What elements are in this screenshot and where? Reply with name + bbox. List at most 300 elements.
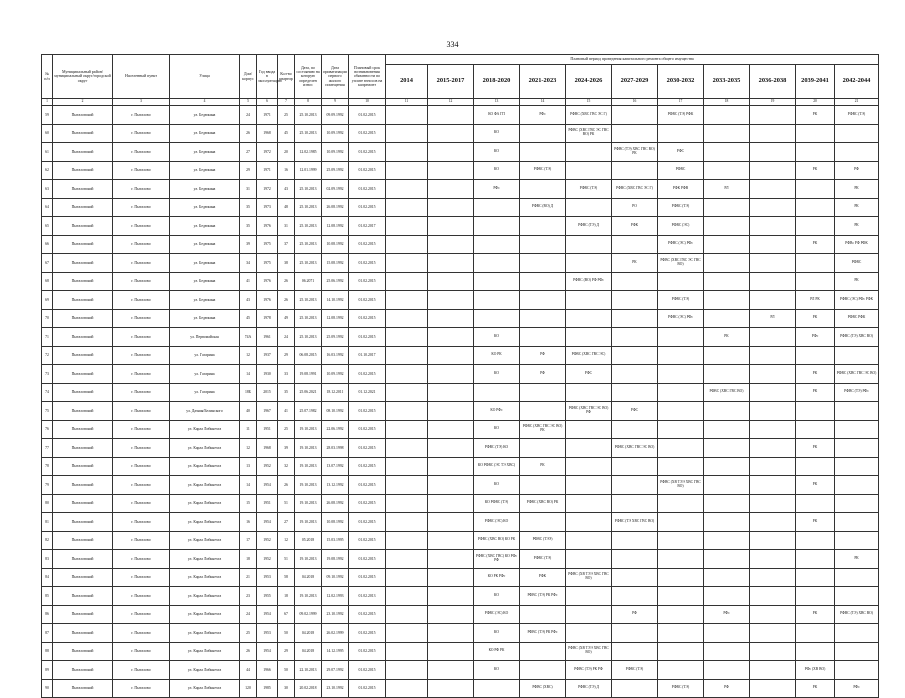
repair-works-cell: РФВС (ХВС ГВС ЭС ВО) <box>835 365 879 384</box>
repair-works-cell: КО <box>474 624 520 643</box>
repair-works-cell: РК <box>796 679 835 698</box>
repair-works-cell <box>750 420 796 439</box>
date-privatization-cell: 09.09.1992 <box>322 106 349 125</box>
contribution-date-cell: 01.02.2015 <box>349 180 386 199</box>
repair-works-cell: КО <box>474 476 520 495</box>
settlement-cell: г. Пыталово <box>113 383 170 402</box>
date-wear-cell: 12.01.1999 <box>295 161 322 180</box>
repair-works-cell: РФВС (ТЭ) <box>520 161 566 180</box>
repair-works-cell <box>658 402 704 421</box>
contribution-date-cell: 01.02.2015 <box>349 420 386 439</box>
repair-works-cell <box>566 513 612 532</box>
repair-works-cell <box>704 198 750 217</box>
district-cell: Пыталовский <box>53 550 113 569</box>
date-wear-cell: 25.10.2013 <box>295 235 322 254</box>
repair-works-cell: КО РФВС (ЭС ТЭ ХВС) <box>474 457 520 476</box>
date-wear-cell: 25.10.2013 <box>295 106 322 125</box>
repair-works-cell <box>428 661 474 680</box>
column-index-cell: 10 <box>349 99 386 106</box>
table-row <box>42 476 879 495</box>
year-built-cell: 1972 <box>257 143 278 162</box>
repair-works-cell <box>704 217 750 236</box>
repair-works-cell <box>658 420 704 439</box>
repair-works-cell <box>750 346 796 365</box>
settlement-cell: г. Пыталово <box>113 587 170 606</box>
settlement-cell: г. Пыталово <box>113 328 170 347</box>
repair-works-cell <box>386 568 428 587</box>
apartments-cell: 26 <box>278 476 295 495</box>
date-privatization-cell: 12.08.1992 <box>322 217 349 236</box>
district-cell: Пыталовский <box>53 568 113 587</box>
repair-works-cell <box>428 272 474 291</box>
repair-works-cell <box>835 476 879 495</box>
house-cell: 14 <box>240 365 257 384</box>
repair-works-cell: РК <box>835 550 879 569</box>
repair-works-cell <box>612 476 658 495</box>
street-cell: ул. Бедюкина <box>170 254 240 273</box>
house-cell: 16 <box>240 513 257 532</box>
repair-works-cell <box>612 161 658 180</box>
date-wear-cell: 06.08.2015 <box>295 346 322 365</box>
date-privatization-cell: 19.08.1992 <box>322 550 349 569</box>
repair-works-cell <box>704 106 750 125</box>
column-index-cell: 17 <box>658 99 704 106</box>
date-wear-cell: 19.10.2013 <box>295 587 322 606</box>
repair-works-cell <box>386 679 428 698</box>
repair-works-cell <box>750 513 796 532</box>
contribution-date-cell: 01.02.2015 <box>349 124 386 143</box>
district-cell: Пыталовский <box>53 605 113 624</box>
year-built-cell: 1952 <box>257 531 278 550</box>
column-index-cell: 8 <box>295 99 322 106</box>
house-cell: 40 <box>240 402 257 421</box>
repair-works-cell <box>796 217 835 236</box>
repair-works-cell <box>704 476 750 495</box>
year-built-cell: 1952 <box>257 457 278 476</box>
repair-works-cell <box>750 365 796 384</box>
repair-works-cell <box>750 291 796 310</box>
repair-works-cell: РФВС (ХВС ВО) КО РК <box>474 531 520 550</box>
street-cell: ул. Бедюкина <box>170 217 240 236</box>
repair-works-cell: РФВС (ТЭ) <box>520 550 566 569</box>
repair-works-cell <box>796 420 835 439</box>
repair-works-cell <box>658 642 704 661</box>
repair-works-cell: РФс <box>835 679 879 698</box>
repair-works-cell: КО РФс <box>474 402 520 421</box>
repair-works-cell: РФВС (ВО) Д <box>520 198 566 217</box>
street-cell: ул. Дачная/Белинского <box>170 402 240 421</box>
repair-works-cell <box>386 476 428 495</box>
row-number-cell: 71 <box>42 328 53 347</box>
repair-works-cell: РК <box>796 513 835 532</box>
repair-works-cell <box>835 402 879 421</box>
repair-works-cell <box>474 198 520 217</box>
settlement-cell: г. Пыталово <box>113 568 170 587</box>
repair-works-cell <box>428 494 474 513</box>
repair-works-cell: РФВС (ХВС ГВС ЭС ВО) РФ <box>566 402 612 421</box>
repair-works-cell <box>428 365 474 384</box>
contribution-date-cell: 01.02.2015 <box>349 661 386 680</box>
settlement-cell: г. Пыталово <box>113 254 170 273</box>
street-cell: ул. Карла Либкнехта <box>170 457 240 476</box>
apartments-cell: 50 <box>278 624 295 643</box>
repair-works-cell <box>386 365 428 384</box>
apartments-cell: 51 <box>278 550 295 569</box>
district-cell: Пыталовский <box>53 328 113 347</box>
repair-works-cell <box>704 624 750 643</box>
repair-works-cell <box>750 624 796 643</box>
settlement-cell: г. Пыталово <box>113 106 170 125</box>
contribution-date-cell: 01.02.2015 <box>349 161 386 180</box>
year-built-cell: 1975 <box>257 254 278 273</box>
date-wear-cell: 19.10.2013 <box>295 513 322 532</box>
repair-works-cell <box>386 254 428 273</box>
repair-works-cell <box>796 346 835 365</box>
settlement-cell: г. Пыталово <box>113 550 170 569</box>
year-built-cell: 1951 <box>257 420 278 439</box>
street-cell: ул. Бедюкина <box>170 106 240 125</box>
repair-works-cell <box>474 254 520 273</box>
repair-works-cell <box>386 661 428 680</box>
district-cell: Пыталовский <box>53 513 113 532</box>
repair-works-cell <box>428 217 474 236</box>
house-cell: 11 <box>240 420 257 439</box>
repair-works-cell <box>796 587 835 606</box>
repair-works-cell <box>520 605 566 624</box>
repair-works-cell <box>750 235 796 254</box>
repair-works-cell <box>750 605 796 624</box>
repair-works-cell <box>612 679 658 698</box>
year-built-cell: 1978 <box>257 309 278 328</box>
date-privatization-cell: 09.10.1992 <box>322 568 349 587</box>
repair-works-cell <box>750 106 796 125</box>
repair-works-cell <box>428 642 474 661</box>
repair-works-cell: РФВС (ТЭ) РФК <box>658 106 704 125</box>
repair-works-cell <box>428 124 474 143</box>
settlement-cell: г. Пыталово <box>113 494 170 513</box>
repair-works-cell <box>835 661 879 680</box>
col-district-header: Муниципальный район/муниципальный округ/городской округ <box>53 55 113 99</box>
repair-works-cell <box>704 494 750 513</box>
column-index-cell: 12 <box>428 99 474 106</box>
repair-works-cell: РФК <box>520 568 566 587</box>
repair-works-cell <box>658 624 704 643</box>
date-wear-cell: 25.10.2013 <box>295 180 322 199</box>
repair-works-cell: РК <box>796 161 835 180</box>
street-cell: ул. Карла Либкнехта <box>170 624 240 643</box>
repair-works-cell: РФВС (ТЭ) <box>658 198 704 217</box>
contribution-date-cell: 01.12.2021 <box>349 383 386 402</box>
repair-works-cell <box>566 531 612 550</box>
apartments-cell: 33 <box>278 365 295 384</box>
repair-works-cell <box>386 161 428 180</box>
repair-works-cell: РФВС (ВО) РФ РФс <box>566 272 612 291</box>
repair-works-cell <box>386 439 428 458</box>
street-cell: ул. Карла Либкнехта <box>170 642 240 661</box>
repair-works-cell: РФс <box>704 605 750 624</box>
table-row <box>42 642 879 661</box>
repair-works-cell <box>428 568 474 587</box>
row-number-cell: 72 <box>42 346 53 365</box>
repair-works-cell <box>520 328 566 347</box>
house-cell: 21 <box>240 568 257 587</box>
repair-works-cell <box>428 235 474 254</box>
settlement-cell: г. Пыталово <box>113 661 170 680</box>
year-built-cell: 1985 <box>257 679 278 698</box>
repair-works-cell <box>520 217 566 236</box>
contribution-date-cell: 01.02.2015 <box>349 328 386 347</box>
apartments-cell: 20 <box>278 143 295 162</box>
repair-works-cell: КО <box>474 587 520 606</box>
repair-works-cell <box>612 568 658 587</box>
district-cell: Пыталовский <box>53 143 113 162</box>
house-cell: 24 <box>240 106 257 125</box>
date-wear-cell: 25.10.2013 <box>295 217 322 236</box>
column-index-cell: 13 <box>474 99 520 106</box>
table-row <box>42 291 879 310</box>
row-number-cell: 65 <box>42 217 53 236</box>
contribution-date-cell: 01.02.2015 <box>349 235 386 254</box>
settlement-cell: г. Пыталово <box>113 365 170 384</box>
district-cell: Пыталовский <box>53 402 113 421</box>
repair-works-cell <box>520 291 566 310</box>
repair-works-cell <box>835 457 879 476</box>
repair-works-cell <box>386 624 428 643</box>
repair-works-cell <box>428 106 474 125</box>
repair-works-cell: РК <box>796 106 835 125</box>
table-row <box>42 198 879 217</box>
repair-works-cell <box>612 365 658 384</box>
repair-works-cell <box>566 383 612 402</box>
repair-works-cell <box>428 383 474 402</box>
date-wear-cell: 25.10.2013 <box>295 198 322 217</box>
apartments-cell: 18 <box>278 587 295 606</box>
repair-works-cell <box>835 143 879 162</box>
column-index-cell: 1 <box>42 99 53 106</box>
apartments-cell: 29 <box>278 642 295 661</box>
repair-works-cell: РФВС (ТЭ) ХВС ГВС ВО) РК <box>612 143 658 162</box>
repair-works-cell: РФВС (ХВС ГВС ЭС ГВС ВО) <box>658 254 704 273</box>
repair-works-cell <box>835 513 879 532</box>
repair-works-cell <box>750 328 796 347</box>
repair-works-cell: РФВС (ЭС) РФс <box>658 309 704 328</box>
repair-works-cell: РФВС РФК <box>835 309 879 328</box>
repair-works-cell <box>704 346 750 365</box>
district-cell: Пыталовский <box>53 383 113 402</box>
house-cell: 41 <box>240 272 257 291</box>
repair-works-cell <box>474 383 520 402</box>
row-number-cell: 66 <box>42 235 53 254</box>
repair-works-cell <box>796 272 835 291</box>
contribution-date-cell: 01.02.2015 <box>349 272 386 291</box>
repair-works-cell <box>428 143 474 162</box>
settlement-cell: г. Пыталово <box>113 439 170 458</box>
repair-works-cell: КО РФВС (ТЭ) <box>474 494 520 513</box>
repair-works-cell <box>704 235 750 254</box>
repair-works-cell <box>566 143 612 162</box>
repair-works-cell <box>704 365 750 384</box>
column-index-cell: 5 <box>240 99 257 106</box>
repair-works-cell: РК <box>796 309 835 328</box>
repair-works-cell <box>796 642 835 661</box>
row-number-cell: 68 <box>42 272 53 291</box>
year-built-cell: 1968 <box>257 124 278 143</box>
repair-works-cell <box>428 328 474 347</box>
house-cell: 45 <box>240 309 257 328</box>
repair-works-cell <box>835 642 879 661</box>
col-number-header: № п/п <box>42 55 53 99</box>
repair-works-cell <box>612 106 658 125</box>
repair-works-cell: РФВС (ТЭ) РФс <box>835 383 879 402</box>
apartments-cell: 39 <box>278 439 295 458</box>
repair-works-cell <box>612 309 658 328</box>
repair-works-cell: РФВС (ТЭ ХВС ГВС ВО) <box>612 513 658 532</box>
street-cell: ул. Бедюкина <box>170 180 240 199</box>
repair-works-cell <box>750 679 796 698</box>
repair-works-cell <box>474 309 520 328</box>
repair-works-cell <box>428 346 474 365</box>
date-privatization-cell: 14.12.1995 <box>322 642 349 661</box>
repair-works-cell <box>612 642 658 661</box>
repair-works-cell <box>658 661 704 680</box>
district-cell: Пыталовский <box>53 494 113 513</box>
date-wear-cell: 19.08.1991 <box>295 365 322 384</box>
repair-works-cell: РФВС (ТЭ) Д <box>566 679 612 698</box>
repair-works-cell <box>750 661 796 680</box>
repair-works-cell <box>612 291 658 310</box>
repair-works-cell <box>612 235 658 254</box>
district-cell: Пыталовский <box>53 254 113 273</box>
repair-works-cell <box>612 124 658 143</box>
page-number: 334 <box>446 40 459 49</box>
repair-works-cell <box>474 235 520 254</box>
date-wear-cell: 25.07.1982 <box>295 402 322 421</box>
repair-works-cell <box>566 457 612 476</box>
contribution-date-cell: 01.02.2017 <box>349 217 386 236</box>
repair-works-cell <box>520 642 566 661</box>
repair-works-cell <box>474 291 520 310</box>
apartments-cell: 31 <box>278 217 295 236</box>
street-cell: ул. Гагарина <box>170 383 240 402</box>
repair-works-cell: РФВС (ТЭ) РК РФс <box>520 624 566 643</box>
apartments-cell: 27 <box>278 513 295 532</box>
district-cell: Пыталовский <box>53 180 113 199</box>
repair-works-cell <box>750 217 796 236</box>
district-cell: Пыталовский <box>53 291 113 310</box>
repair-works-cell <box>750 494 796 513</box>
date-privatization-cell: 28.03.1998 <box>322 439 349 458</box>
table-row <box>42 309 879 328</box>
repair-works-cell: РФ <box>612 605 658 624</box>
repair-works-cell <box>796 531 835 550</box>
table-row <box>42 235 879 254</box>
repair-works-cell <box>750 457 796 476</box>
repair-works-cell: РФК РФВ <box>658 180 704 199</box>
repair-works-cell <box>566 309 612 328</box>
contribution-date-cell: 01.02.2015 <box>349 254 386 273</box>
year-built-cell: 1937 <box>257 346 278 365</box>
table-row <box>42 457 879 476</box>
row-number-cell: 90 <box>42 679 53 698</box>
apartments-cell: 25 <box>278 106 295 125</box>
settlement-cell: г. Пыталово <box>113 180 170 199</box>
repair-works-cell <box>386 143 428 162</box>
table-row <box>42 383 879 402</box>
period-header: 2021-2023 <box>520 65 566 99</box>
repair-works-cell <box>796 457 835 476</box>
repair-works-cell <box>520 309 566 328</box>
street-cell: ул. Карла Либкнехта <box>170 605 240 624</box>
repair-works-cell: РФВС (ХВ ТЭЭ ХВС ГВС ВО) <box>658 476 704 495</box>
house-cell: 24 <box>240 605 257 624</box>
district-cell: Пыталовский <box>53 124 113 143</box>
repair-works-cell <box>520 476 566 495</box>
repair-works-cell <box>566 420 612 439</box>
repair-works-cell <box>750 402 796 421</box>
repair-works-cell <box>566 161 612 180</box>
repair-works-cell <box>428 679 474 698</box>
apartments-cell: 16 <box>278 161 295 180</box>
settlement-cell: г. Пыталово <box>113 420 170 439</box>
apartments-cell: 67 <box>278 605 295 624</box>
date-wear-cell: 25.06.2021 <box>295 383 322 402</box>
repair-works-cell <box>704 439 750 458</box>
district-cell: Пыталовский <box>53 439 113 458</box>
repair-works-cell: РФВС (ХВС ГВС ЭС) <box>566 346 612 365</box>
date-wear-cell: 04.2018 <box>295 624 322 643</box>
contribution-date-cell: 01.02.2015 <box>349 679 386 698</box>
apartments-cell: 58 <box>278 568 295 587</box>
row-number-cell: 75 <box>42 402 53 421</box>
repair-works-cell <box>750 531 796 550</box>
house-cell: 29 <box>240 161 257 180</box>
repair-works-cell <box>750 272 796 291</box>
col-street-header: Улица <box>170 55 240 99</box>
district-cell: Пыталовский <box>53 217 113 236</box>
repair-works-cell <box>520 143 566 162</box>
settlement-cell: г. Пыталово <box>113 642 170 661</box>
repair-works-cell <box>428 550 474 569</box>
contribution-date-cell: 01.02.2015 <box>349 439 386 458</box>
contribution-date-cell: 01.02.2013 <box>349 587 386 606</box>
settlement-cell: г. Пыталово <box>113 272 170 291</box>
column-index-cell: 11 <box>386 99 428 106</box>
repair-works-cell <box>520 661 566 680</box>
district-cell: Пыталовский <box>53 198 113 217</box>
repair-works-cell <box>750 439 796 458</box>
repair-works-cell <box>428 624 474 643</box>
repair-works-cell <box>386 420 428 439</box>
street-cell: ул. Карла Либкнехта <box>170 568 240 587</box>
repair-works-cell <box>704 531 750 550</box>
repair-works-cell <box>750 143 796 162</box>
contribution-date-cell: 01.02.2015 <box>349 106 386 125</box>
year-built-cell: 2015 <box>257 383 278 402</box>
repair-works-cell: КО ФА ГП <box>474 106 520 125</box>
column-index-cell: 7 <box>278 99 295 106</box>
district-cell: Пыталовский <box>53 531 113 550</box>
year-built-cell: 1955 <box>257 587 278 606</box>
house-cell: 34 <box>240 254 257 273</box>
settlement-cell: г. Пыталово <box>113 235 170 254</box>
row-number-cell: 83 <box>42 550 53 569</box>
period-header: 2014 <box>386 65 428 99</box>
row-number-cell: 86 <box>42 605 53 624</box>
repair-works-cell <box>704 143 750 162</box>
repair-works-cell <box>520 383 566 402</box>
row-number-cell: 77 <box>42 439 53 458</box>
repair-works-cell <box>428 254 474 273</box>
